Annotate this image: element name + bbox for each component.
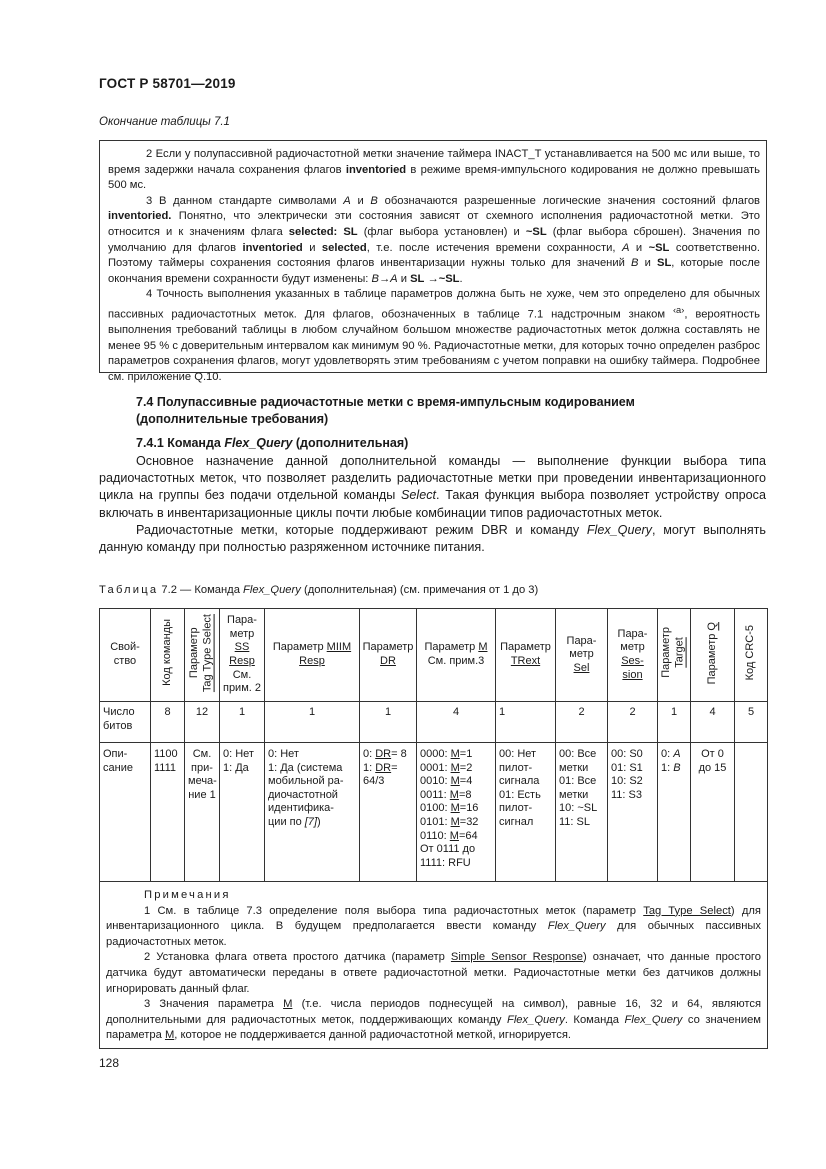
header-cell	[151, 609, 185, 702]
section-body	[99, 453, 766, 556]
table-cell: 2	[556, 702, 608, 743]
table-cell: 0: A 1: B	[658, 743, 691, 882]
table-cell: От 0 до 15	[691, 743, 735, 882]
table-cell: 1	[220, 702, 265, 743]
note-3: 3 В данном стандарте символами A и B обозначаются разрешенные логические значения состояний флагов inventoried. Понятно, что электрически эти состояния зависят от схемного исполнения радиочастотной метки. Это относится и к значениям флага selected: SL (флаг выбора установлен) и ~SL (флаг выбора сброшен). Значения по умолчанию для флагов inventoried и selected, т.е. после истечения времени сохранности, A и ~SL соответственно. Поэтому таймеры сохранения состояния флагов инвентаризации нужны только для значений B и SL, которые после окончания времени сохранности будут изменены: B→A и SL →~SL.	[108, 194, 761, 285]
table-cell: 0: Нет 1: Да (система мобильной ра- диочастотной идентифика- ции по [7])	[265, 743, 360, 882]
paragraph-2: Радиочастотные метки, которые поддерживают режим DBR и команду Flex_Query, могут выполнять данную команду при полностью разряженном источнике питания.	[99, 522, 766, 555]
note-2: 2 Если у полупассивной радиочастотной метки значение таймера INACT_T устанавливается на 500 мс или выше, то время задержки начала сохранения флагов inventoried в режиме время-импульсного кодирования не должно превышать 500 мс.	[108, 148, 761, 192]
header-cell	[658, 609, 691, 702]
table-notes-row	[100, 882, 768, 1049]
table-cell: 2	[608, 702, 658, 743]
table-cell: 0000: M=1 0001: M=2 0010: M=4 0011: M=8 0100: M=16 0101: M=32 0110: M=64 От 0111 до 1111: RFU	[417, 743, 496, 882]
subsection-heading: 7.4.1 Команда Flex_Query (дополнительная)	[136, 436, 409, 450]
header-cell: Пара- метр Ses- sion	[608, 609, 658, 702]
table-cell: 12	[185, 702, 220, 743]
table-cell: 5	[735, 702, 768, 743]
header-cell	[691, 609, 735, 702]
table-cell: 1	[265, 702, 360, 743]
table-cell: 1	[658, 702, 691, 743]
table-caption-prefix: Таблица	[99, 584, 159, 596]
table-cell: Опи- сание	[100, 743, 151, 882]
standard-code: ГОСТ Р 58701—2019	[99, 76, 236, 91]
table-note-1: 1 См. в таблице 7.3 определение поля выбора типа радиочастотных меток (параметр Tag Type Select) для инвентаризационного цикла. В будущем предполагается ввести команду Flex_Query для обычных пассивных радиочастотных меток.	[106, 904, 762, 948]
table-caption	[99, 584, 538, 596]
header-cell-text: Параметр Target	[660, 627, 686, 679]
table-header-row	[100, 609, 768, 702]
table-cell: 8	[151, 702, 185, 743]
table-note-3: 3 Значения параметра M (т.е. числа периодов поднесущей на символ), равные 16, 32 и 64, являются дополнительными для радиочастотных меток, поддерживающих команду Flex_Query. Команда Flex_Query со значением параметра M, которое не поддерживается данной радиочастотной меткой, игнорируется.	[106, 998, 762, 1042]
header-cell-text: Параметр Tag Type Select	[188, 613, 214, 692]
table-7-1-notes	[99, 140, 767, 384]
paragraph-1: Основное назначение данной дополнительной команды — выполнение функции выбора типа радиочастотных меток, что позволяет разделить радиочастотные метки при проведении инвентаризационного цикла на группы без подачи отдельной команды Select. Такая функция выбора позволяет устройству опроса включать в инвентаризационные циклы почти любые комбинации типов радиочастотных меток.	[99, 454, 766, 520]
flex-query-table	[99, 608, 768, 1049]
header-cell: Свой- ство	[100, 609, 151, 702]
table-cell: 1	[360, 702, 417, 743]
table-cell: 4	[417, 702, 496, 743]
header-cell: Параметр DR	[360, 609, 417, 702]
table-cell: 00: Все метки 01: Все метки 10: ~SL 11: SL	[556, 743, 608, 882]
table-cell: 1	[496, 702, 556, 743]
table-notes	[100, 882, 768, 1049]
table-note-2: 2 Установка флага ответа простого датчика (параметр Simple Sensor Response) означает, что данные простого датчика будут автоматически переданы в ответе радиочастотной метки. Радиочастотные метки без датчиков должны игнорировать данный флаг.	[106, 951, 761, 995]
table-row-bits	[100, 702, 768, 743]
header-cell: Параметр M См. прим.3	[417, 609, 496, 702]
table-cell: Число битов	[100, 702, 151, 743]
table-cell: 0: DR= 8 1: DR= 64/3	[360, 743, 417, 882]
header-cell	[735, 609, 768, 702]
header-cell-text: Параметр Q	[705, 621, 718, 684]
header-cell: Пара- метр SS Resp См. прим. 2	[220, 609, 265, 702]
header-cell: Параметр MIIM Resp	[265, 609, 360, 702]
table-cell	[735, 743, 768, 882]
notes-title: Примечания	[144, 889, 231, 901]
table-cell: 4	[691, 702, 735, 743]
header-cell: Пара- метр Sel	[556, 609, 608, 702]
table-cell: 00: Нет пилот- сигнала 01: Есть пилот- сигнал	[496, 743, 556, 882]
header-cell	[185, 609, 220, 702]
note-4: 4 Точность выполнения указанных в таблице параметров должна быть не хуже, чем это определено для обычных пассивных радиочастотных меток. Для флагов, обозначенных в таблице 7.1 надстрочным знаком $^{‹a›}$, вероятность выполнения требований таблицы в любом случайном большом множестве радиочастотных меток должна составлять не менее 95 % с доверительным интервалом как минимум 90 %. Радиочастотные метки, для которых точно определен разброс параметров сохранения флагов, могут удовлетворять этим требованиям с учетом поправки на ошибку таймера. Подробнее см. приложение Q.10.	[108, 288, 760, 384]
page-number: 128	[99, 1056, 120, 1070]
table-cell: 00: S0 01: S1 10: S2 11: S3	[608, 743, 658, 882]
table-cell: 1100 1111	[151, 743, 185, 882]
header-cell: Параметр TRext	[496, 609, 556, 702]
table-row-description	[100, 743, 768, 882]
header-cell-text: Код команды	[160, 619, 173, 687]
section-heading: 7.4 Полупассивные радиочастотные метки с время-импульсным кодированием (дополнительные требования)	[136, 395, 635, 426]
table-caption-text: 7.2 — Команда Flex_Query (дополнительная) (см. примечания от 1 до 3)	[158, 584, 539, 596]
header-cell-text: Код CRC-5	[744, 625, 757, 681]
table-cell: 0: Нет 1: Да	[220, 743, 265, 882]
table-cell: См. при- меча- ние 1	[185, 743, 220, 882]
table-continuation-label: Окончание таблицы 7.1	[99, 116, 230, 128]
